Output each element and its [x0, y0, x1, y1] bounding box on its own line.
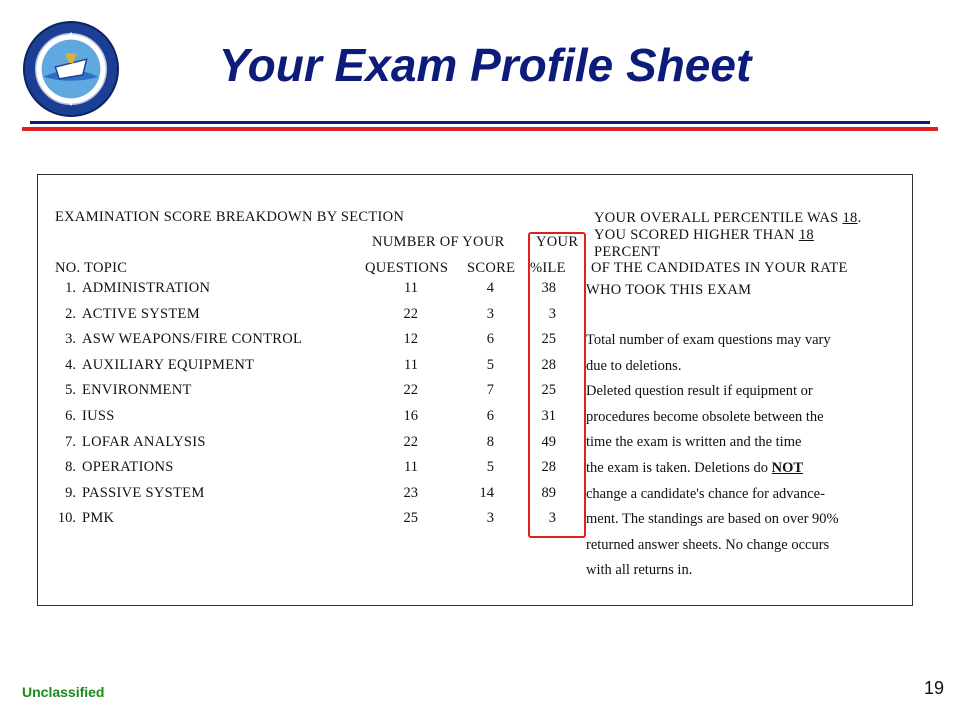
percent-line: PERCENT — [594, 244, 661, 260]
row-questions: 11 — [404, 356, 418, 373]
row-topic: OPERATIONS — [82, 459, 174, 476]
row-number: 5. — [65, 382, 76, 399]
row-topic: ACTIVE SYSTEM — [82, 305, 200, 322]
col-header-score: SCORE — [467, 260, 516, 276]
row-questions: 22 — [403, 305, 418, 322]
row-questions: 22 — [403, 382, 418, 399]
candidates-line: OF THE CANDIDATES IN YOUR RATE — [591, 260, 848, 276]
note-line: procedures become obsolete between the — [586, 408, 824, 425]
overall-percentile-value: 18 — [842, 210, 858, 226]
row-number: 1. — [65, 280, 76, 296]
col-header-pctile: %ILE — [530, 260, 566, 276]
row-topic: LOFAR ANALYSIS — [82, 433, 206, 450]
row-score: 4 — [486, 280, 494, 296]
row-percentile: 89 — [541, 484, 556, 501]
note-line: with all returns in. — [586, 562, 693, 579]
row-topic: PASSIVE SYSTEM — [82, 484, 205, 501]
note-line: Total number of exam questions may vary — [586, 332, 831, 348]
sheet-heading: EXAMINATION SCORE BREAKDOWN BY SECTION — [55, 209, 405, 225]
scored-higher-value: 18 — [798, 227, 814, 243]
row-topic: ADMINISTRATION — [82, 280, 211, 296]
row-number: 7. — [65, 433, 76, 450]
row-score: 5 — [486, 459, 494, 476]
row-score: 3 — [486, 510, 494, 527]
row-topic: PMK — [82, 510, 115, 527]
row-topic: AUXILIARY EQUIPMENT — [82, 356, 255, 373]
scored-higher-line: YOU SCORED HIGHER THAN 18 — [594, 227, 814, 243]
row-questions: 11 — [404, 280, 418, 296]
overall-percentile-line: YOUR OVERALL PERCENTILE WAS 18. — [594, 210, 862, 226]
row-topic: IUSS — [82, 408, 115, 424]
row-percentile: 31 — [541, 408, 556, 424]
row-number: 8. — [65, 459, 76, 476]
note-line: due to deletions. — [586, 357, 682, 374]
row-percentile: 28 — [541, 356, 556, 373]
row-score: 14 — [479, 484, 494, 501]
row-percentile: 49 — [541, 433, 556, 450]
row-percentile: 3 — [548, 305, 556, 322]
header-rule-navy — [30, 121, 930, 124]
note-emphasis: NOT — [771, 460, 804, 476]
row-questions: 25 — [403, 510, 418, 527]
row-number: 3. — [65, 331, 76, 348]
took-exam-line: WHO TOOK THIS EXAM — [586, 282, 752, 298]
note-line: change a candidate's chance for advance- — [586, 485, 825, 502]
note-line: ment. The standings are based on over 90% — [586, 511, 839, 528]
row-percentile: 3 — [548, 510, 556, 527]
row-questions: 22 — [403, 433, 418, 450]
row-percentile: 28 — [541, 459, 556, 476]
row-questions: 12 — [403, 331, 418, 348]
row-number: 4. — [65, 356, 76, 373]
page-title: Your Exam Profile Sheet — [218, 39, 752, 91]
row-topic: ENVIRONMENT — [82, 382, 192, 399]
row-score: 5 — [486, 356, 494, 373]
row-percentile: 25 — [541, 382, 556, 399]
row-score: 6 — [486, 408, 494, 424]
note-line: time the exam is written and the time — [586, 434, 802, 451]
row-score: 7 — [486, 382, 494, 399]
row-score: 3 — [486, 305, 494, 322]
page-number: 19 — [924, 678, 945, 698]
row-score: 8 — [486, 433, 494, 450]
note-line: Deleted question result if equipment or — [586, 383, 813, 400]
row-questions: 16 — [403, 408, 418, 424]
classification-label: Unclassified — [22, 684, 105, 700]
row-questions: 23 — [403, 484, 418, 501]
col-header-questions: QUESTIONS — [365, 260, 449, 276]
header-rule-red — [22, 127, 938, 131]
row-percentile: 38 — [541, 280, 556, 296]
row-percentile: 25 — [541, 331, 556, 348]
seal-logo-icon — [22, 20, 120, 118]
col-header-number-of-your: NUMBER OF YOUR — [372, 234, 505, 250]
row-number: 6. — [65, 408, 76, 424]
row-number: 2. — [65, 305, 76, 322]
row-questions: 11 — [404, 459, 418, 476]
row-number: 10. — [57, 510, 76, 527]
note-line: returned answer sheets. No change occurs — [586, 536, 830, 553]
note-line: the exam is taken. Deletions do NOT — [586, 460, 804, 476]
row-score: 6 — [486, 331, 494, 348]
exam-profile-sheet — [37, 174, 913, 606]
row-topic: ASW WEAPONS/FIRE CONTROL — [82, 331, 303, 348]
col-header-no-topic: NO. TOPIC — [55, 260, 128, 276]
col-header-your: YOUR — [536, 234, 579, 250]
row-number: 9. — [65, 484, 76, 501]
